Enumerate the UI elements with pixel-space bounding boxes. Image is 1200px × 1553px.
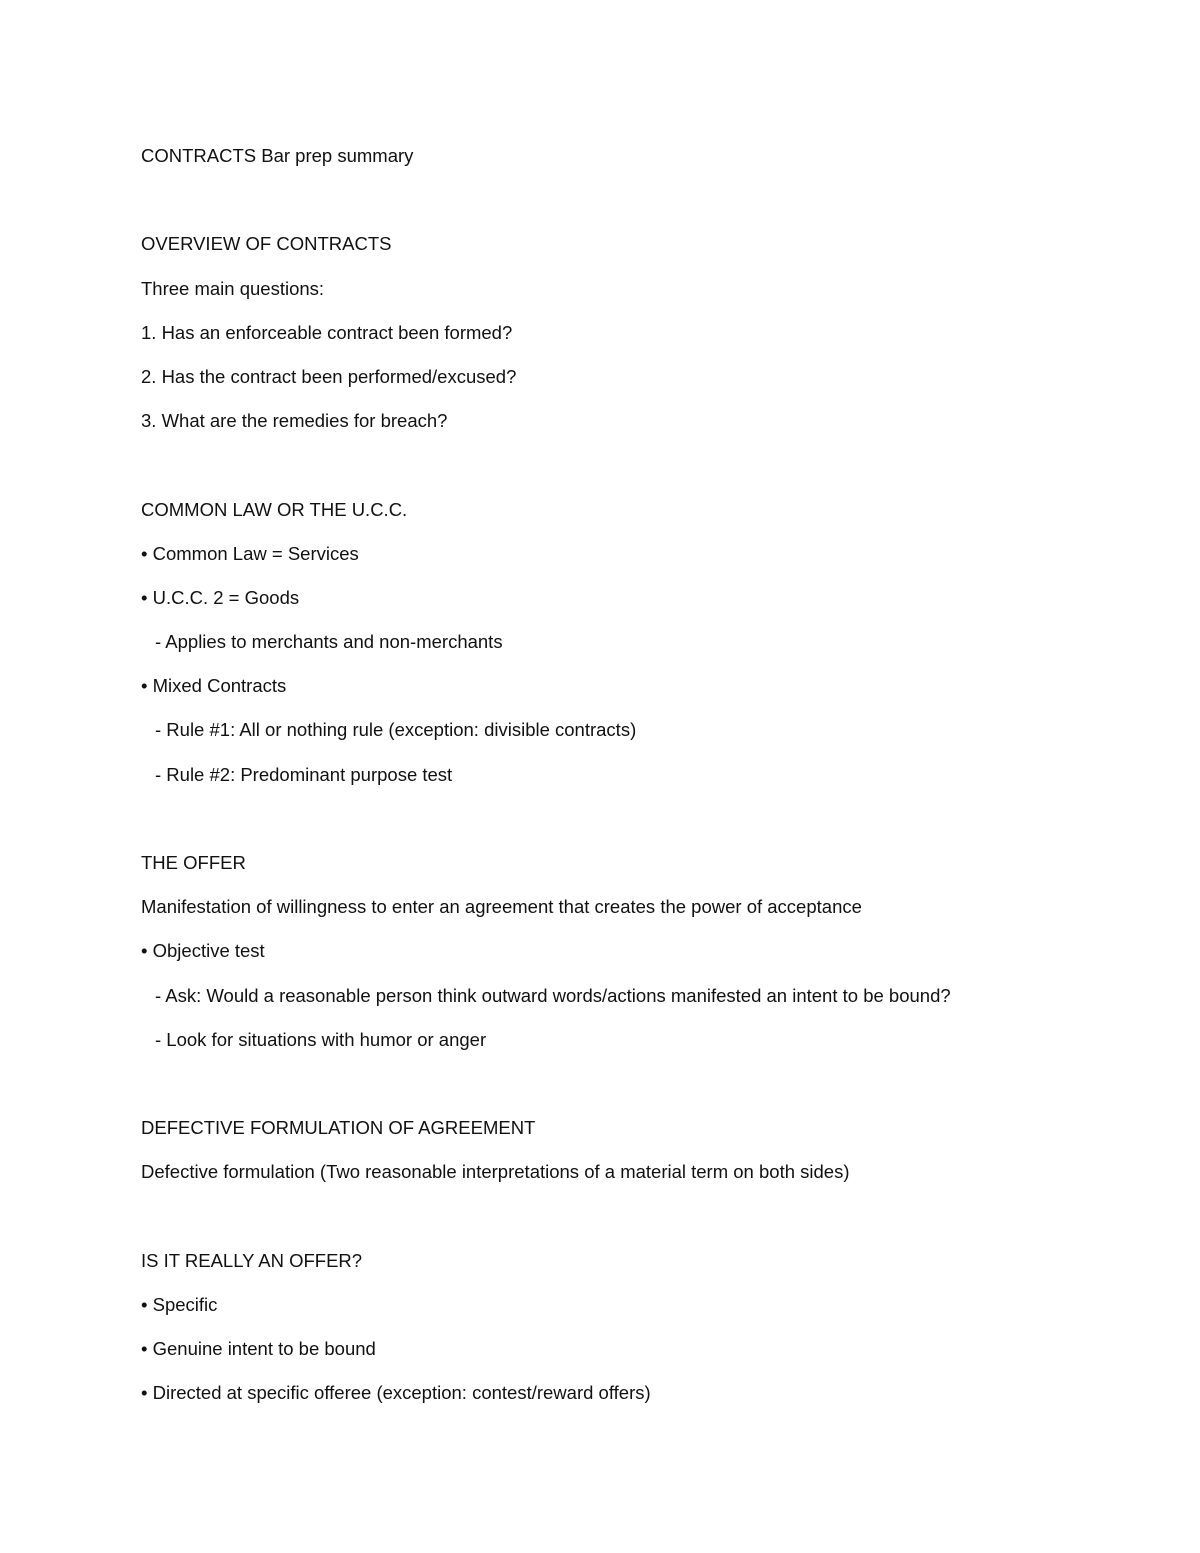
defective-text: Defective formulation (Two reasonable interpretations of a material term on both sides)	[141, 1161, 850, 1183]
bullet-item: • Specific	[141, 1293, 218, 1315]
list-item: 1. Has an enforceable contract been formed?	[141, 321, 513, 343]
section-heading-overview: OVERVIEW OF CONTRACTS	[141, 233, 392, 255]
overview-intro: Three main questions:	[141, 277, 325, 299]
sub-item: - Look for situations with humor or anger	[155, 1028, 487, 1050]
offer-definition: Manifestation of willingness to enter an agreement that creates the power of acceptance	[141, 896, 862, 918]
sub-item: - Rule #1: All or nothing rule (exception: divisible contracts)	[155, 719, 637, 741]
document-title: CONTRACTS Bar prep summary	[141, 145, 414, 166]
bullet-item: • Common Law = Services	[141, 542, 359, 564]
section-heading-common-law: COMMON LAW OR THE U.C.C.	[141, 498, 408, 520]
sub-item: - Rule #2: Predominant purpose test	[155, 763, 453, 785]
bullet-item: • Directed at specific offeree (exception: contest/reward offers)	[141, 1382, 651, 1404]
section-heading-really-offer: IS IT REALLY AN OFFER?	[141, 1249, 363, 1271]
section-heading-offer: THE OFFER	[141, 852, 246, 873]
sub-item: - Ask: Would a reasonable person think outward words/actions manifested an intent to be bound?	[155, 984, 951, 1006]
list-item: 2. Has the contract been performed/excused?	[141, 365, 517, 387]
bullet-item: • Mixed Contracts	[141, 675, 287, 697]
bullet-item: • Objective test	[141, 940, 265, 962]
list-item: 3. What are the remedies for breach?	[141, 410, 448, 432]
bullet-item: • Genuine intent to be bound	[141, 1338, 376, 1360]
section-heading-defective: DEFECTIVE FORMULATION OF AGREEMENT	[141, 1117, 536, 1139]
document-page	[141, 134, 1100, 1415]
sub-item: - Applies to merchants and non-merchants	[155, 631, 503, 653]
bullet-item: • U.C.C. 2 = Goods	[141, 586, 300, 608]
